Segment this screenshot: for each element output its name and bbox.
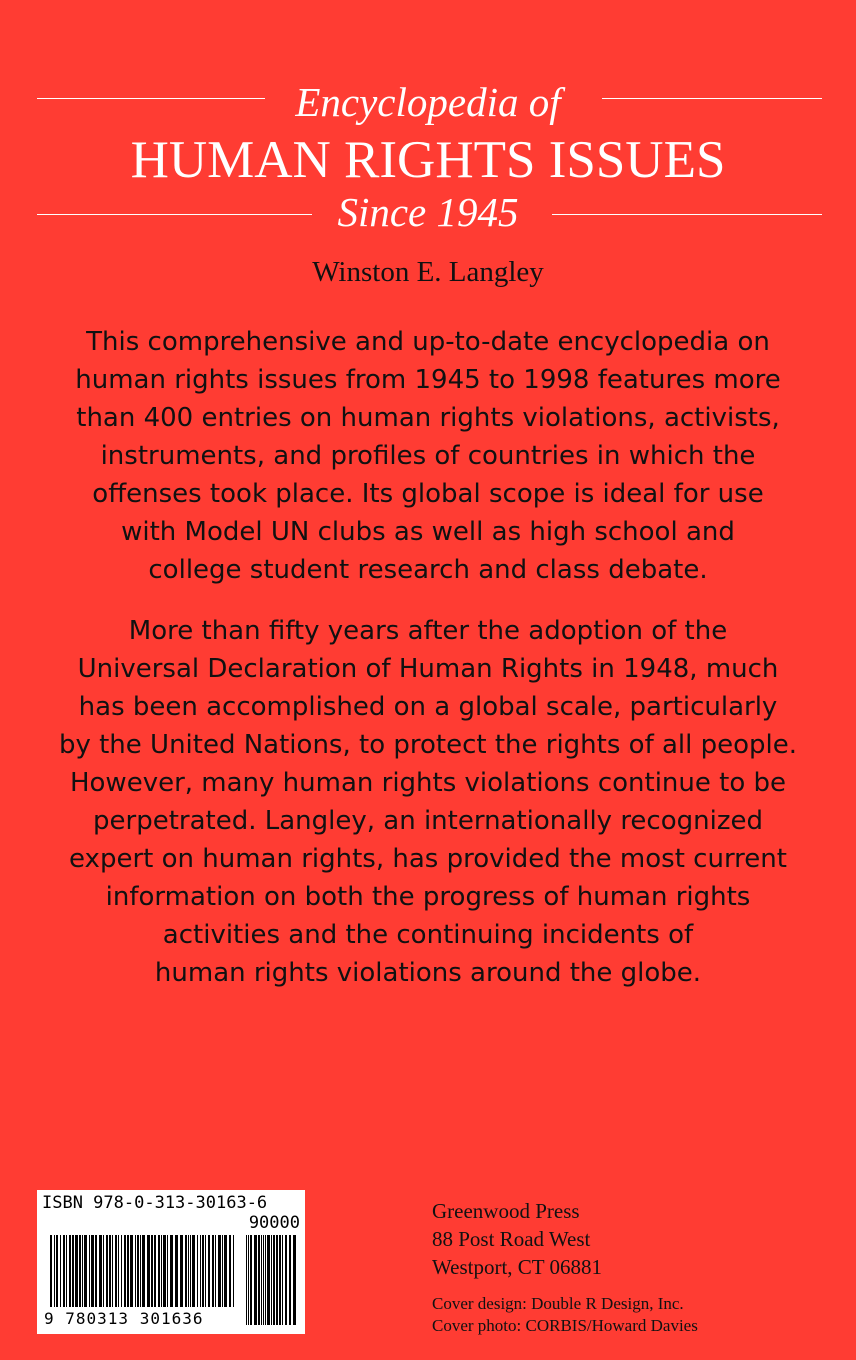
addon-bar (289, 1235, 291, 1325)
barcode-bar (175, 1235, 178, 1307)
barcode-bar (158, 1235, 160, 1307)
barcode-bar (72, 1235, 74, 1307)
isbn-label: ISBN 978-0-313-30163-6 (42, 1193, 268, 1213)
paragraph-line: college student research and class debate. (148, 555, 708, 585)
paragraph-line: More than fifty years after the adoption of the (128, 616, 728, 646)
paragraph-line: than 400 entries on human rights violations, activists, (76, 403, 780, 433)
barcode-bar (188, 1235, 189, 1307)
barcode-bar (75, 1235, 78, 1307)
barcode-bar (202, 1235, 204, 1307)
barcode-bar (109, 1235, 111, 1307)
publisher-street: 88 Post Road West (432, 1227, 591, 1251)
barcode-bar (63, 1235, 65, 1307)
barcode-bar (218, 1235, 221, 1307)
addon-bar (263, 1235, 264, 1325)
paragraph-line: offenses took place. Its global scope is ideal for use (92, 479, 764, 509)
barcode-bar (84, 1235, 87, 1307)
price-code: 90000 (248, 1213, 300, 1233)
barcode-bar (167, 1235, 168, 1307)
addon-bar (279, 1235, 281, 1325)
barcode-bar (56, 1235, 58, 1307)
barcode-bar (140, 1235, 141, 1307)
barcode-bar (79, 1235, 81, 1307)
paragraph-line: instruments, and profiles of countries in which the (100, 441, 756, 471)
barcode-bar (127, 1235, 129, 1307)
barcode-bar (99, 1235, 102, 1307)
paragraph-line: Universal Declaration of Human Rights in 1948, much (77, 654, 779, 684)
paragraph-line: This comprehensive and up-to-date encyclopedia on (86, 327, 770, 357)
barcode-bar (229, 1235, 231, 1307)
addon-bar (271, 1235, 272, 1325)
barcode-bar (180, 1235, 183, 1307)
paragraph-line: human rights violations around the globe. (154, 958, 702, 988)
subtitle-bottom: Since 1945 (337, 189, 519, 235)
subtitle-top: Encyclopedia of (295, 79, 561, 125)
publisher-address (432, 1197, 602, 1281)
barcode-bar (118, 1235, 119, 1307)
barcode-bar (137, 1235, 139, 1307)
barcode-bar (161, 1235, 162, 1307)
barcode-bar (215, 1235, 216, 1307)
barcode-bar (212, 1235, 214, 1307)
barcode-bar (60, 1235, 61, 1307)
barcode-bar (147, 1235, 150, 1307)
barcode-box (37, 1190, 305, 1334)
barcode-bar (106, 1235, 108, 1307)
barcode-bar (200, 1235, 201, 1307)
barcode-bar (115, 1235, 117, 1307)
barcode-bar (233, 1235, 234, 1307)
addon-bar (267, 1235, 270, 1325)
addon-bar (250, 1235, 252, 1325)
publisher-name: Greenwood Press (432, 1199, 580, 1223)
barcode-bar (208, 1235, 210, 1307)
paragraph-line: perpetrated. Langley, an internationally recognized (93, 806, 763, 836)
barcode-bar (54, 1235, 55, 1307)
addon-bar (293, 1235, 296, 1325)
barcode-bar (66, 1235, 67, 1307)
barcode-bar (69, 1235, 71, 1307)
barcode-bar (112, 1235, 113, 1307)
publisher-city: Westport, CT 06881 (432, 1255, 602, 1279)
barcode-bar (190, 1235, 191, 1307)
barcode-bar (95, 1235, 97, 1307)
addon-bar (265, 1235, 266, 1325)
barcode-bar (124, 1235, 126, 1307)
barcode-bar (197, 1235, 198, 1307)
addon-bar (276, 1235, 278, 1325)
paragraph-line: by the United Nations, to protect the rights of all people. (58, 730, 798, 760)
addon-bar (261, 1235, 262, 1325)
paragraph-line: activities and the continuing incidents of (162, 920, 694, 950)
title-block (0, 74, 856, 244)
barcode-bar (82, 1235, 83, 1307)
paragraph-line: has been accomplished on a global scale, particularly (78, 692, 778, 722)
barcode-bar (142, 1235, 145, 1307)
barcode-bar (89, 1235, 90, 1307)
addon-bar (282, 1235, 283, 1325)
author-name: Winston E. Langley (312, 256, 544, 288)
addon-bar (248, 1235, 249, 1325)
barcode-bar (135, 1235, 136, 1307)
barcode-bar (121, 1235, 122, 1307)
addon-bar (258, 1235, 260, 1325)
barcode-bar (205, 1235, 206, 1307)
barcode-bar (130, 1235, 133, 1307)
paragraph-line: However, many human rights violations continue to be (69, 768, 787, 798)
barcode-bar (154, 1235, 156, 1307)
barcode-bar (103, 1235, 104, 1307)
barcode-bar (91, 1235, 94, 1307)
addon-bar (254, 1235, 257, 1325)
cover-design-credit: Cover design: Double R Design, Inc. (432, 1294, 684, 1313)
barcode-bar (170, 1235, 173, 1307)
barcode-bar (163, 1235, 166, 1307)
barcode-bar (192, 1235, 195, 1307)
addon-bar (285, 1235, 287, 1325)
ean-digits: 9 780313 301636 (44, 1309, 204, 1328)
paragraph-line: expert on human rights, has provided the most current (69, 844, 787, 874)
barcode-bar (222, 1235, 223, 1307)
barcode-bar (224, 1235, 227, 1307)
addon-bar (246, 1235, 247, 1325)
book-title: HUMAN RIGHTS ISSUES (130, 131, 726, 189)
description-paragraph-1 (30, 323, 826, 589)
cover-photo-credit: Cover photo: CORBIS/Howard Davies (432, 1316, 698, 1335)
paragraph-line: with Model UN clubs as well as high school and (121, 517, 735, 547)
description-paragraph-2 (30, 612, 826, 992)
cover-credits (432, 1293, 698, 1337)
barcode-bar (50, 1235, 52, 1307)
addon-bar (273, 1235, 275, 1325)
paragraph-line: information on both the progress of human rights (105, 882, 751, 912)
barcode-bar (151, 1235, 153, 1307)
paragraph-line: human rights issues from 1945 to 1998 features more (75, 365, 781, 395)
barcode-bar (185, 1235, 187, 1307)
